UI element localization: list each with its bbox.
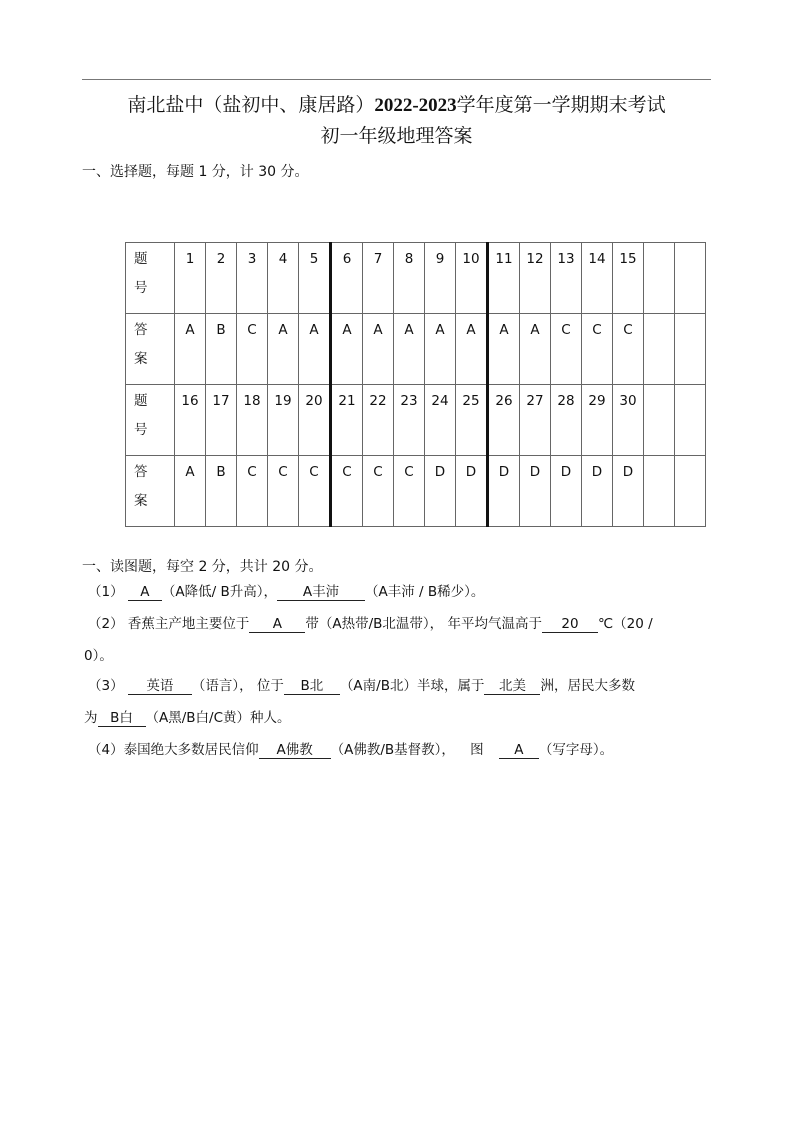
question-3-wrap: 为 B白 （A黑/B白/C黄）种人。 [84, 710, 291, 726]
table-cell: A [331, 314, 363, 385]
figure-label: 图 [470, 742, 484, 758]
question-4: （4）泰国绝大多数居民信仰 A佛教 （A佛教/B基督教）， 图 A （写字母）。 [88, 742, 614, 758]
question-2-wrap: 0）。 [84, 648, 113, 664]
table-cell: 10 [456, 243, 488, 314]
table-cell [644, 385, 675, 456]
answer-blank: A丰沛 [277, 585, 365, 601]
table-cell: C [237, 314, 268, 385]
answer-blank: A [128, 585, 162, 601]
table-row [126, 314, 706, 385]
table-cell [675, 314, 706, 385]
table-cell: 2 [206, 243, 237, 314]
table-cell: 11 [488, 243, 520, 314]
table-cell: A [268, 314, 299, 385]
table-cell: A [299, 314, 331, 385]
table-cell: D [425, 456, 456, 527]
table-cell: D [613, 456, 644, 527]
table-cell: 13 [551, 243, 582, 314]
table-cell: 22 [363, 385, 394, 456]
table-cell: 23 [394, 385, 425, 456]
table-cell: C [551, 314, 582, 385]
table-row [126, 243, 706, 314]
answer-blank: B北 [284, 679, 340, 695]
section-map-heading: 一、读图题，每空 2 分，共计 20 分。 [82, 559, 323, 575]
table-cell: A [425, 314, 456, 385]
table-row [126, 456, 706, 527]
answer-blank: 北美 [484, 679, 540, 695]
table-cell: 14 [582, 243, 613, 314]
table-cell [644, 243, 675, 314]
table-cell: 24 [425, 385, 456, 456]
question-3: （3） 英语 （语言）， 位于 B北 （A南/B北）半球，属于 北美 洲，居民大多数 [88, 678, 635, 694]
row-header: 题 号 [126, 243, 175, 314]
table-cell: 21 [331, 385, 363, 456]
table-cell: 12 [520, 243, 551, 314]
table-cell: D [520, 456, 551, 527]
table-cell: A [456, 314, 488, 385]
table-cell: A [488, 314, 520, 385]
table-cell: 4 [268, 243, 299, 314]
table-cell: B [206, 314, 237, 385]
top-rule [82, 79, 711, 80]
answer-blank: 英语 [128, 679, 192, 695]
row-header: 题 号 [126, 385, 175, 456]
table-cell: 7 [363, 243, 394, 314]
answer-blank: A [249, 617, 305, 633]
table-cell: 8 [394, 243, 425, 314]
table-row [126, 385, 706, 456]
table-cell: A [394, 314, 425, 385]
table-cell: 18 [237, 385, 268, 456]
table-cell: D [551, 456, 582, 527]
table-cell: C [394, 456, 425, 527]
answer-table [125, 242, 706, 527]
table-cell: C [268, 456, 299, 527]
page-title: 南北盐中（盐初中、康居路）2022-2023学年度第一学期期末考试 [127, 94, 666, 116]
table-cell: C [237, 456, 268, 527]
table-cell: A [175, 456, 206, 527]
table-cell: 3 [237, 243, 268, 314]
table-cell: D [456, 456, 488, 527]
answer-blank: 20 [542, 617, 598, 633]
table-cell: D [582, 456, 613, 527]
question-2: （2） 香蕉主产地主要位于 A 带（A热带/B北温带）， 年平均气温高于 20 ℃（20 / [88, 616, 653, 632]
table-cell: B [206, 456, 237, 527]
question-1: （1） A （A降低/ B升高）， A丰沛 （A丰沛 / B稀少）。 [88, 584, 485, 600]
table-cell [675, 385, 706, 456]
page-subtitle: 初一年级地理答案 [320, 125, 473, 147]
table-cell: 19 [268, 385, 299, 456]
table-cell: 30 [613, 385, 644, 456]
table-cell: C [331, 456, 363, 527]
table-cell: 5 [299, 243, 331, 314]
answer-blank: A佛教 [259, 743, 331, 759]
table-cell: 9 [425, 243, 456, 314]
section-choice-heading: 一、选择题，每题 1 分，计 30 分。 [82, 164, 309, 180]
table-cell: C [582, 314, 613, 385]
table-cell: 6 [331, 243, 363, 314]
table-cell: 26 [488, 385, 520, 456]
table-cell: A [363, 314, 394, 385]
table-cell [644, 314, 675, 385]
table-cell: 16 [175, 385, 206, 456]
row-header: 答 案 [126, 456, 175, 527]
table-cell: D [488, 456, 520, 527]
table-cell: C [363, 456, 394, 527]
table-cell [675, 456, 706, 527]
table-cell [644, 456, 675, 527]
table-cell: C [299, 456, 331, 527]
table-cell: 28 [551, 385, 582, 456]
table-cell: 20 [299, 385, 331, 456]
row-header: 答 案 [126, 314, 175, 385]
table-cell: A [520, 314, 551, 385]
table-cell: 27 [520, 385, 551, 456]
table-cell [675, 243, 706, 314]
table-cell: C [613, 314, 644, 385]
table-cell: 15 [613, 243, 644, 314]
table-cell: 25 [456, 385, 488, 456]
answer-blank: A [499, 743, 539, 759]
table-cell: 29 [582, 385, 613, 456]
answer-blank: B白 [98, 711, 146, 727]
table-cell: A [175, 314, 206, 385]
table-cell: 17 [206, 385, 237, 456]
table-cell: 1 [175, 243, 206, 314]
